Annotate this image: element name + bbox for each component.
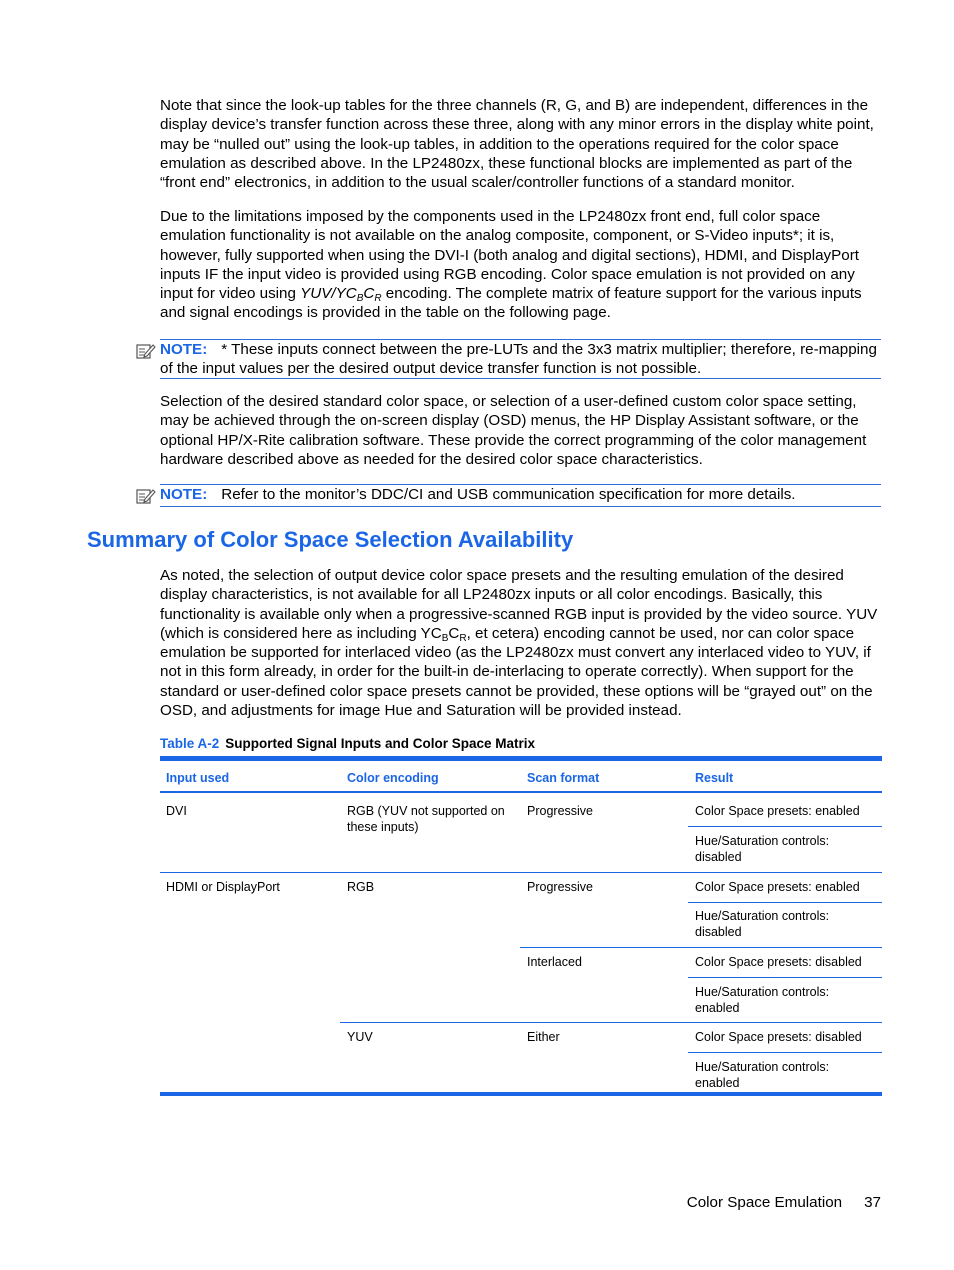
paragraph-limitations-text-b: encoding. The complete matrix of feature support for the various inputs and signal encodings is provided in the table on the following page. [160,285,862,322]
note-text: Refer to the monitor’s DDC/CI and USB communication specification for more details. [221,486,796,503]
paragraph-limitations-text-a: Due to the limitations imposed by the components used in the LP2480zx front end, full color space emulation functionality is not available on the analog composite, component, or S-Video inputs*; it is, however, fully supported when using the DVI-I (both analog and digital sections), HDMI, and DisplayPort inputs IF the input video is provided using RGB encoding. Color space emulation is not provided on any input for video using [160,208,859,303]
cell-encoding-yuv: YUV [347,1030,373,1044]
cell-result-hdmi-prog-2: Hue/Saturation controls: disabled [695,909,830,939]
page-footer [687,1193,881,1212]
paragraph-summary-text-b: , et cetera) encoding cannot be used, nor can color space emulation be supported for interlaced video (as the LP2480zx must convert any interlaced video to YUV, if not in this form already, in order for the built-in de-interlacing to operate correctly). When support for the standard or user-defined color space presets cannot be provided, these options will be “grayed out” on the OSD, and adjustments for image Hue and Saturation will be provided instead. [160,624,873,720]
signal-matrix-table [160,756,882,1096]
note-label: NOTE: [160,486,208,503]
note-pencil-icon [136,487,156,505]
note-text: * These inputs connect between the pre-LUTs and the 3x3 matrix multiplier; therefore, re-mapping of the input values per the desired output device transfer function is not possible. [160,341,877,378]
table-caption [160,735,535,753]
table-caption-title: Supported Signal Inputs and Color Space Matrix [225,736,536,751]
row-divider [520,947,882,948]
subscript-b: B [356,293,364,305]
header-input-used: Input used [166,771,230,785]
yuv-term: YUV/YC [300,285,357,303]
note-label: NOTE: [160,341,208,358]
header-scan-format: Scan format [527,771,600,785]
row-divider [688,826,882,827]
cell-result-hdmi-inter-2: Hue/Saturation controls: enabled [695,985,830,1015]
subscript-b: B [441,632,449,644]
subscript-r: R [459,632,467,644]
note-pencil-icon [136,342,156,360]
cell-result-hdmi-prog-1: Color Space presets: enabled [695,880,860,894]
cell-scan-either: Either [527,1030,560,1044]
cell-input-dvi: DVI [166,804,187,818]
paragraph-limitations [160,207,882,323]
table-caption-label: Table A-2 [160,736,220,751]
paragraph-selection: Selection of the desired standard color space, or selection of a user-defined custom color space setting, may be achieved through the on-screen display (OSD) menus, the HP Display Assistant software, or the optional HP/X-Rite calibration software. These provide the correct programming of the color management hardware described above as needed for the desired color space characteristics. [160,393,867,468]
footer-section-title: Color Space Emulation [686,1194,843,1211]
note-inputs [160,339,881,379]
cell-encoding-dvi: RGB (YUV not supported on these inputs) [347,804,505,834]
c-term: C [448,624,460,642]
cell-result-yuv-2: Hue/Saturation controls: enabled [695,1060,830,1090]
header-result: Result [695,771,734,785]
cell-input-hdmi: HDMI or DisplayPort [166,880,280,894]
table-header [160,761,882,793]
cell-result-dvi-2: Hue/Saturation controls: disabled [695,834,830,864]
subscript-r: R [374,293,382,305]
c-term: C [363,285,375,303]
section-heading: Summary of Color Space Selection Availability [87,527,574,552]
row-divider [688,902,882,903]
paragraph-summary-text-a: As noted, the selection of output device color space presets and the resulting emulation of the desired display characteristics, is not available for all LP2480zx inputs or all color encodings. Basically, this functionality is available only when a progressive-scanned RGB input is provided by the video source. YUV (which is considered here as including YC [160,567,878,642]
row-divider [688,977,882,978]
paragraph-summary [160,566,882,720]
cell-encoding-rgb: RGB [347,880,375,894]
paragraph-lookup-tables: Note that since the look-up tables for the three channels (R, G, and B) are independent, differences in the display device’s transfer function across these three, along with any minor errors in the display white point, may be “nulled out” using the look-up tables, in addition to the operations required for the color space emulation as described above. In the LP2480zx, these functional blocks are implemented as part of the “front end” electronics, in addition to the usual scaler/controller functions of a standard monitor. [160,97,874,192]
cell-scan-dvi: Progressive [527,804,593,818]
row-divider [688,1052,882,1053]
cell-result-yuv-1: Color Space presets: disabled [695,1030,862,1044]
cell-scan-progressive: Progressive [527,880,593,894]
page-number: 37 [864,1194,881,1211]
note-ddc [160,484,881,507]
cell-scan-interlaced: Interlaced [527,955,582,969]
row-divider [340,1022,882,1023]
header-color-encoding: Color encoding [347,771,439,785]
row-divider [160,872,882,873]
cell-result-dvi-1: Color Space presets: enabled [695,804,860,818]
cell-result-hdmi-inter-1: Color Space presets: disabled [695,955,862,969]
